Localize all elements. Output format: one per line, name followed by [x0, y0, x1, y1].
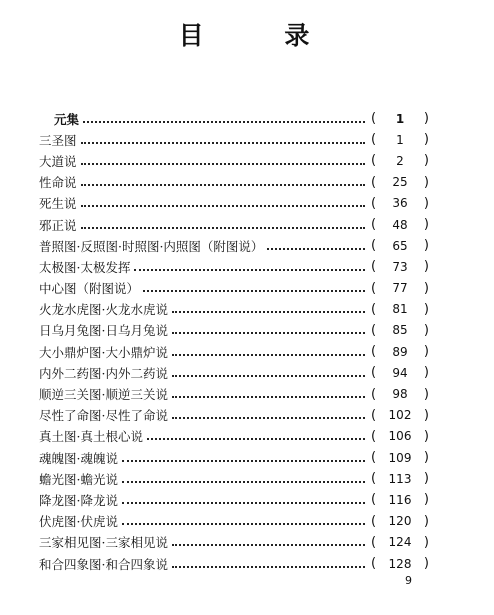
page-number-value: 1 — [396, 132, 404, 147]
dot-leader — [122, 481, 365, 483]
toc-entry[interactable] — [39, 172, 429, 193]
toc-entry-title: 魂魄图·魂魄说 — [39, 450, 118, 466]
toc-entry-title: 伏虎图·伏虎说 — [39, 514, 118, 530]
page-number: 9 — [405, 574, 412, 587]
toc-entry[interactable] — [39, 426, 429, 447]
toc-entry[interactable] — [39, 511, 429, 532]
toc-entry-page — [371, 132, 429, 147]
page-number-value: 25 — [392, 175, 408, 190]
toc-entry-page — [371, 556, 429, 571]
toc-entry-title: 性命说 — [39, 175, 77, 191]
page-number-value: 94 — [392, 365, 408, 380]
close-paren: ) — [423, 322, 429, 338]
close-paren: ) — [423, 132, 429, 148]
dot-leader — [134, 269, 365, 271]
toc-entry-page — [371, 514, 429, 529]
dot-leader — [122, 523, 365, 525]
dot-leader — [81, 205, 365, 207]
close-paren: ) — [423, 513, 429, 529]
close-paren: ) — [423, 195, 429, 211]
close-paren: ) — [423, 217, 429, 233]
page-number-value: 77 — [392, 281, 408, 296]
close-paren: ) — [423, 259, 429, 275]
page-number-value: 128 — [388, 556, 412, 571]
dot-leader — [122, 460, 365, 462]
toc-entry-title: 和合四象图·和合四象说 — [39, 556, 168, 572]
toc-entry[interactable] — [39, 299, 429, 320]
dot-leader — [267, 248, 365, 250]
page-number-value: 98 — [392, 387, 408, 402]
toc-entry-page — [371, 344, 429, 359]
close-paren: ) — [423, 492, 429, 508]
toc-entry[interactable] — [39, 278, 429, 299]
open-paren: ( — [371, 492, 377, 508]
toc-entry-page — [371, 323, 429, 338]
dot-leader — [172, 311, 365, 313]
dot-leader — [147, 438, 365, 440]
toc-entry-title: 顺逆三关图·顺逆三关说 — [39, 387, 168, 403]
dot-leader — [172, 375, 365, 377]
toc-entry-page — [371, 492, 429, 507]
dot-leader — [83, 121, 365, 123]
open-paren: ( — [371, 386, 377, 402]
toc-entry-title: 太极图·太极发挥 — [39, 259, 131, 275]
open-paren: ( — [371, 280, 377, 296]
toc-entry[interactable] — [39, 405, 429, 426]
open-paren: ( — [371, 111, 377, 127]
open-paren: ( — [371, 450, 377, 466]
toc-entry-page — [371, 175, 429, 190]
toc-entry-title: 日乌月兔图·日乌月兔说 — [39, 323, 168, 339]
close-paren: ) — [423, 386, 429, 402]
close-paren: ) — [423, 534, 429, 550]
page-number-value: 120 — [388, 514, 412, 529]
open-paren: ( — [371, 301, 377, 317]
toc-entry-page — [371, 429, 429, 444]
toc-entry-page — [371, 471, 429, 486]
toc-entry[interactable] — [39, 129, 429, 150]
toc-entry[interactable] — [39, 256, 429, 277]
toc-entry[interactable] — [39, 489, 429, 510]
open-paren: ( — [371, 153, 377, 169]
toc-entry[interactable] — [39, 320, 429, 341]
dot-leader — [143, 290, 365, 292]
toc-entry[interactable] — [39, 214, 429, 235]
page-title: 目 录 — [178, 21, 346, 50]
page-number-value: 81 — [392, 302, 408, 317]
open-paren: ( — [371, 217, 377, 233]
dot-leader — [172, 417, 365, 419]
page-number-value: 36 — [392, 196, 408, 211]
toc-entry-page — [371, 259, 429, 274]
toc-entry[interactable] — [39, 468, 429, 489]
toc-entry-title: 三圣图 — [39, 132, 77, 148]
toc-entry-page — [371, 196, 429, 211]
close-paren: ) — [423, 344, 429, 360]
toc-entry[interactable] — [39, 108, 429, 129]
page-number-value: 65 — [392, 238, 408, 253]
open-paren: ( — [371, 132, 377, 148]
toc-entry-title: 大小鼎炉图·大小鼎炉说 — [39, 344, 168, 360]
toc-entry-title: 邪正说 — [39, 217, 77, 233]
page-number-value: 106 — [388, 429, 412, 444]
open-paren: ( — [371, 322, 377, 338]
toc-entry-title: 内外二药图·内外二药说 — [39, 365, 168, 381]
toc-entry-page — [371, 302, 429, 317]
page-number-value: 113 — [388, 471, 412, 486]
toc-entry-page — [371, 217, 429, 232]
close-paren: ) — [423, 280, 429, 296]
toc-entry-title: 大道说 — [39, 153, 77, 169]
dot-leader — [81, 184, 365, 186]
close-paren: ) — [423, 174, 429, 190]
toc-entry-title: 中心图（附图说） — [39, 281, 140, 297]
close-paren: ) — [423, 365, 429, 381]
page-number-value: 102 — [388, 408, 412, 423]
toc-entry-title: 死生说 — [39, 196, 77, 212]
toc-entry[interactable] — [39, 235, 429, 256]
toc-entry[interactable] — [39, 341, 429, 362]
page-number-value: 124 — [388, 535, 412, 550]
close-paren: ) — [423, 471, 429, 487]
open-paren: ( — [371, 344, 377, 360]
close-paren: ) — [423, 238, 429, 254]
toc-entry-title: 尽性了命图·尽性了命说 — [39, 408, 168, 424]
open-paren: ( — [371, 195, 377, 211]
page-number-value: 1 — [395, 111, 405, 126]
close-paren: ) — [423, 556, 429, 572]
toc-entry-title: 火龙水虎图·火龙水虎说 — [39, 302, 168, 318]
toc-entry-title: 元集 — [54, 111, 80, 127]
toc-entry-page — [371, 408, 429, 423]
page-number-value: 116 — [388, 492, 412, 507]
page-number-value: 85 — [392, 323, 408, 338]
toc-entry-page — [371, 450, 429, 465]
close-paren: ) — [423, 407, 429, 423]
page-number-value: 2 — [396, 153, 404, 168]
page-number-value: 109 — [388, 450, 412, 465]
dot-leader — [172, 354, 365, 356]
toc-entry[interactable] — [39, 532, 429, 553]
open-paren: ( — [371, 471, 377, 487]
dot-leader — [172, 566, 365, 568]
close-paren: ) — [423, 153, 429, 169]
toc-entry-page — [371, 153, 429, 168]
table-of-contents — [39, 108, 429, 574]
open-paren: ( — [371, 174, 377, 190]
open-paren: ( — [371, 534, 377, 550]
toc-entry-page — [371, 238, 429, 253]
toc-entry-page — [371, 111, 429, 126]
toc-entry-title: 普照图·反照图·时照图·内照图（附图说） — [39, 238, 264, 254]
open-paren: ( — [371, 259, 377, 275]
toc-entry-title: 真土图·真土根心说 — [39, 429, 143, 445]
toc-entry[interactable] — [39, 447, 429, 468]
close-paren: ) — [423, 301, 429, 317]
page-number-value: 89 — [392, 344, 408, 359]
toc-entry[interactable] — [39, 193, 429, 214]
dot-leader — [172, 332, 365, 334]
open-paren: ( — [371, 407, 377, 423]
close-paren: ) — [423, 111, 429, 127]
toc-entry[interactable] — [39, 383, 429, 404]
toc-entry[interactable] — [39, 362, 429, 383]
dot-leader — [81, 142, 365, 144]
open-paren: ( — [371, 428, 377, 444]
dot-leader — [81, 227, 365, 229]
toc-entry-title: 三家相见图·三家相见说 — [39, 535, 168, 551]
dot-leader — [172, 396, 365, 398]
toc-entry-title: 蟾光图·蟾光说 — [39, 471, 118, 487]
dot-leader — [172, 544, 365, 546]
toc-entry[interactable] — [39, 150, 429, 171]
close-paren: ) — [423, 450, 429, 466]
dot-leader — [81, 163, 365, 165]
toc-entry-page — [371, 387, 429, 402]
dot-leader — [122, 502, 365, 504]
toc-entry-page — [371, 281, 429, 296]
page-number-value: 73 — [392, 259, 408, 274]
close-paren: ) — [423, 428, 429, 444]
open-paren: ( — [371, 365, 377, 381]
open-paren: ( — [371, 556, 377, 572]
toc-entry[interactable] — [39, 553, 429, 574]
toc-entry-page — [371, 365, 429, 380]
open-paren: ( — [371, 513, 377, 529]
page-number-value: 48 — [392, 217, 408, 232]
open-paren: ( — [371, 238, 377, 254]
toc-entry-title: 降龙图·降龙说 — [39, 492, 118, 508]
toc-entry-page — [371, 535, 429, 550]
